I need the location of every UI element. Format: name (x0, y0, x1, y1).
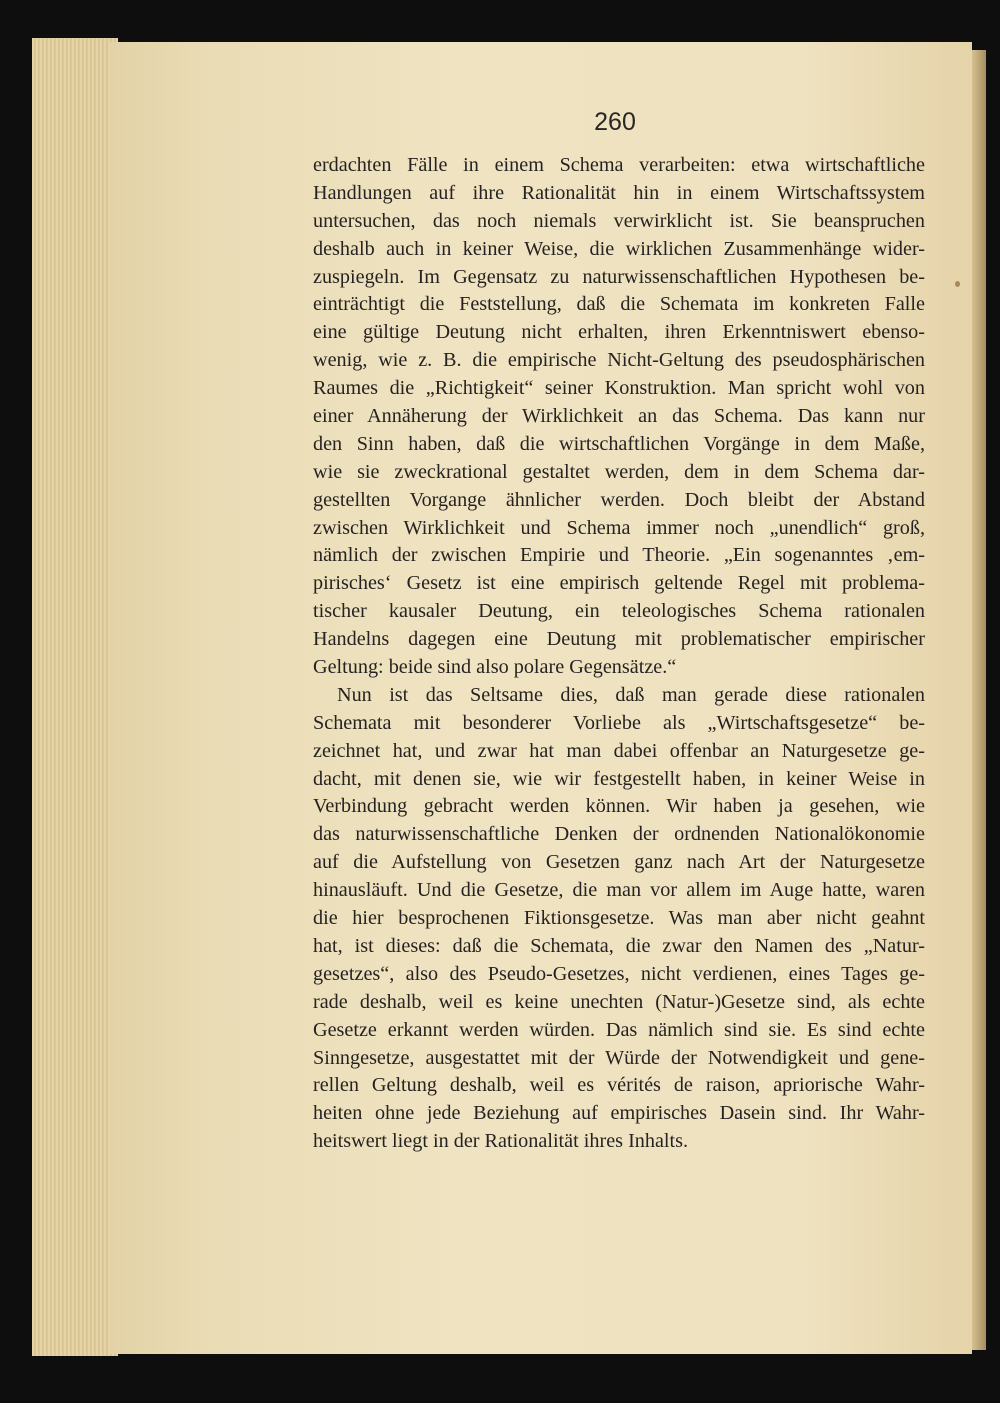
text-line-paragraph-end: heitswert liegt in der Rationalität ihres Inhalts. (313, 1130, 689, 1153)
text-line: auf die Aufstellung von Gesetzen ganz nach Art der Naturgesetze (313, 851, 925, 874)
text-line: rade deshalb, weil es keine unechten (Natur-)Gesetze sind, als echte (313, 990, 925, 1013)
paper-stain (955, 281, 960, 287)
text-line: wenig, wie z. B. die empirische Nicht-Geltung des pseudosphärischen (313, 349, 925, 372)
text-line: Handlungen auf ihre Rationalität hin in einem Wirtschaftssystem (313, 181, 925, 204)
book-page-edges (32, 38, 118, 1356)
text-line: zwischen Wirklichkeit und Schema immer noch „unendlich“ groß, (313, 516, 925, 539)
text-line: einer Annäherung der Wirklichkeit an das Schema. Das kann nur (313, 405, 925, 428)
text-line: gestellten Vorgange ähnlicher werden. Doch bleibt der Abstand (313, 488, 925, 511)
page-right-edge (972, 50, 986, 1350)
text-line: Handelns dagegen eine Deutung mit problematischer empirischer (313, 628, 925, 651)
text-line: den Sinn haben, daß die wirtschaftlichen Vorgänge in dem Maße, (313, 432, 925, 455)
text-line: rellen Geltung deshalb, weil es vérités de raison, apriorische Wahr- (313, 1074, 925, 1097)
body-text (313, 152, 925, 1156)
text-line: zeichnet hat, und zwar hat man dabei offenbar an Naturgesetze ge- (313, 739, 925, 762)
text-line: tischer kausaler Deutung, ein teleologisches Schema rationalen (313, 600, 925, 623)
text-line-paragraph-end: Geltung: beide sind also polare Gegensätze.“ (313, 656, 677, 679)
text-line: erdachten Fälle in einem Schema verarbeiten: etwa wirtschaftliche (313, 154, 925, 176)
text-line: die hier besprochenen Fiktionsgesetze. Was man aber nicht geahnt (313, 907, 925, 930)
text-line: heiten ohne jede Beziehung auf empirisches Dasein sind. Ihr Wahr- (313, 1102, 925, 1125)
page-number: 260 (594, 108, 636, 136)
text-line: Verbindung gebracht werden können. Wir haben ja gesehen, wie (313, 795, 925, 818)
text-line: deshalb auch in keiner Weise, die wirklichen Zusammenhänge wider- (313, 237, 925, 260)
text-line: wie sie zweckrational gestaltet werden, dem in dem Schema dar- (313, 460, 925, 483)
text-line: dacht, mit denen sie, wie wir festgestellt haben, in keiner Weise in (313, 767, 925, 790)
text-line: Raumes die „Richtigkeit“ seiner Konstruktion. Man spricht wohl von (313, 377, 925, 400)
text-line: eine gültige Deutung nicht erhalten, ihren Erkenntniswert ebenso- (313, 321, 925, 344)
text-line: das naturwissenschaftliche Denken der ordnenden Nationalökonomie (313, 823, 925, 846)
text-line: hinausläuft. Und die Gesetze, die man vor allem im Auge hatte, waren (313, 879, 925, 902)
text-line: einträchtigt die Feststellung, daß die Schemata im konkreten Falle (313, 293, 925, 316)
text-line: Gesetze erkannt werden würden. Das nämlich sind sie. Es sind echte (313, 1018, 925, 1041)
text-line: zuspiegeln. Im Gegensatz zu naturwissenschaftlichen Hypothesen be- (313, 265, 925, 288)
text-line: hat, ist dieses: daß die Schemata, die zwar den Namen des „Natur- (313, 934, 925, 957)
text-line: Schemata mit besonderer Vorliebe als „Wirtschaftsgesetze“ be- (313, 711, 925, 734)
text-line-paragraph-start: Nun ist das Seltsame dies, daß man gerade diese rationalen (337, 683, 925, 706)
text-line: untersuchen, das noch niemals verwirklicht ist. Sie beanspruchen (313, 209, 925, 232)
text-line: nämlich der zwischen Empirie und Theorie. „Ein sogenanntes ‚em- (313, 544, 925, 567)
text-line: gesetzes“, also des Pseudo-Gesetzes, nicht verdienen, eines Tages ge- (313, 962, 925, 985)
text-line: pirisches‘ Gesetz ist eine empirisch geltende Regel mit problema- (313, 572, 925, 595)
text-line: Sinngesetze, ausgestattet mit der Würde der Notwendigkeit und gene- (313, 1046, 925, 1069)
